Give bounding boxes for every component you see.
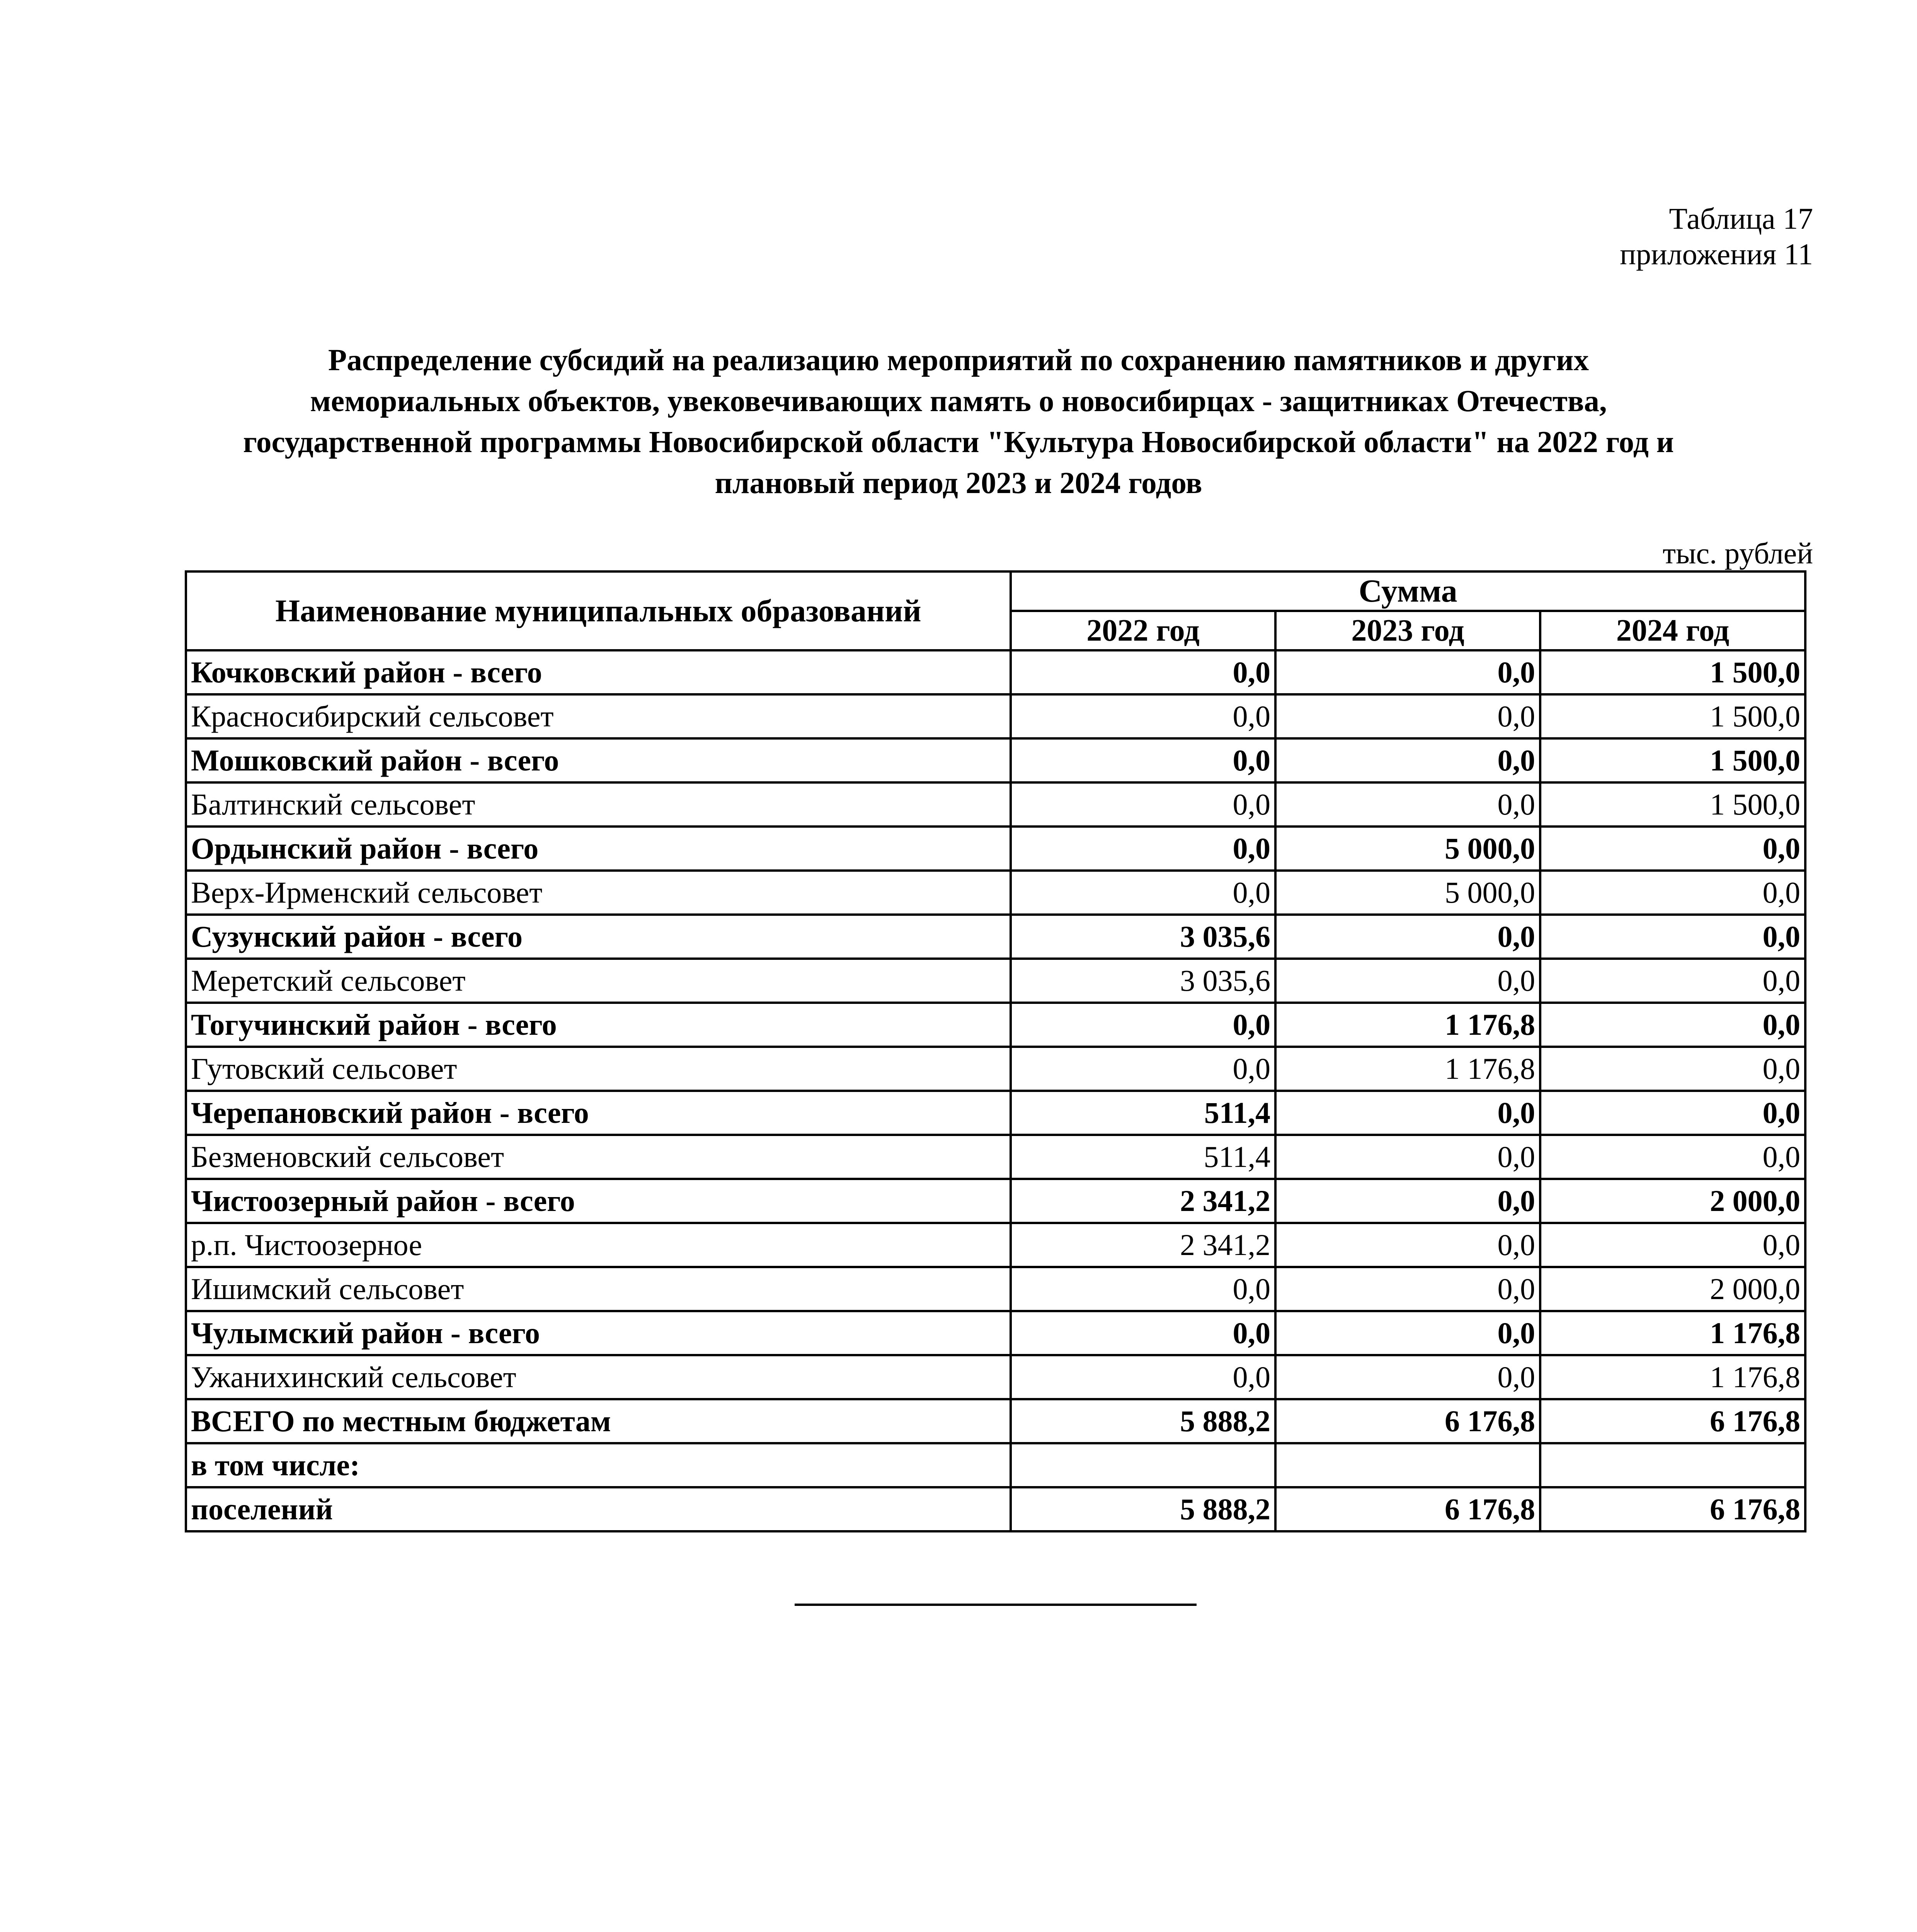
table-header [186, 571, 1805, 650]
table-row [186, 1135, 1805, 1179]
value-2022: 5 888,2 [1011, 1487, 1275, 1531]
value-2023: 1 176,8 [1275, 1047, 1540, 1091]
column-header-2022: 2022 год [1011, 611, 1275, 650]
row-name: в том числе: [186, 1443, 1011, 1487]
value-2023: 0,0 [1275, 650, 1540, 694]
table-row [186, 694, 1805, 738]
end-divider [795, 1604, 1197, 1606]
table-body [186, 650, 1805, 1531]
title-line-2: мемориальных объектов, увековечивающих память о новосибирцах - защитниках Отечества, [310, 384, 1607, 418]
row-name: Кочковский район - всего [186, 650, 1011, 694]
value-2023: 0,0 [1275, 915, 1540, 959]
row-name: р.п. Чистоозерное [186, 1223, 1011, 1267]
value-2023: 6 176,8 [1275, 1487, 1540, 1531]
value-2022: 0,0 [1011, 1355, 1275, 1399]
value-2023: 0,0 [1275, 1311, 1540, 1355]
value-2024: 0,0 [1540, 827, 1805, 871]
value-2022: 0,0 [1011, 1003, 1275, 1047]
table-row [186, 959, 1805, 1003]
row-name: Ужанихинский сельсовет [186, 1355, 1011, 1399]
value-2024: 1 176,8 [1540, 1311, 1805, 1355]
subsidies-table [185, 570, 1806, 1532]
row-name: Чистоозерный район - всего [186, 1179, 1011, 1223]
value-2024: 0,0 [1540, 1047, 1805, 1091]
value-2024: 1 500,0 [1540, 694, 1805, 738]
row-name: ВСЕГО по местным бюджетам [186, 1399, 1011, 1443]
column-header-2023: 2023 год [1275, 611, 1540, 650]
value-2024: 1 500,0 [1540, 650, 1805, 694]
row-name: Балтинский сельсовет [186, 782, 1011, 827]
row-name: Сузунский район - всего [186, 915, 1011, 959]
table-row [186, 871, 1805, 915]
table-row [186, 1091, 1805, 1135]
value-2024: 1 500,0 [1540, 738, 1805, 782]
table-row [186, 738, 1805, 782]
value-2022: 0,0 [1011, 871, 1275, 915]
row-name: Гутовский сельсовет [186, 1047, 1011, 1091]
value-2023: 0,0 [1275, 738, 1540, 782]
table-row [186, 1179, 1805, 1223]
value-2023: 0,0 [1275, 959, 1540, 1003]
value-2024: 0,0 [1540, 1223, 1805, 1267]
row-name: Мошковский район - всего [186, 738, 1011, 782]
column-header-name: Наименование муниципальных образований [186, 571, 1011, 650]
value-2023: 0,0 [1275, 1091, 1540, 1135]
row-name: Верх-Ирменский сельсовет [186, 871, 1011, 915]
value-2022: 0,0 [1011, 782, 1275, 827]
row-name: Безменовский сельсовет [186, 1135, 1011, 1179]
value-2023: 0,0 [1275, 694, 1540, 738]
value-2022: 0,0 [1011, 1267, 1275, 1311]
row-name: Меретский сельсовет [186, 959, 1011, 1003]
table-row [186, 650, 1805, 694]
value-2024: 1 500,0 [1540, 782, 1805, 827]
value-2022: 5 888,2 [1011, 1399, 1275, 1443]
value-2024: 0,0 [1540, 1135, 1805, 1179]
value-2024: 2 000,0 [1540, 1267, 1805, 1311]
row-name: Красносибирский сельсовет [186, 694, 1011, 738]
value-2022: 511,4 [1011, 1091, 1275, 1135]
row-name: Черепановский район - всего [186, 1091, 1011, 1135]
title-line-1: Распределение субсидий на реализацию мероприятий по сохранению памятников и других [328, 344, 1589, 377]
value-2022: 0,0 [1011, 738, 1275, 782]
value-2023: 1 176,8 [1275, 1003, 1540, 1047]
value-2022 [1011, 1443, 1275, 1487]
title-line-4: плановый период 2023 и 2024 годов [715, 466, 1202, 500]
table-row [186, 1355, 1805, 1399]
row-name: поселений [186, 1487, 1011, 1531]
value-2024: 1 176,8 [1540, 1355, 1805, 1399]
document-header [1620, 201, 1813, 272]
value-2022: 0,0 [1011, 1047, 1275, 1091]
value-2022: 511,4 [1011, 1135, 1275, 1179]
value-2023: 5 000,0 [1275, 871, 1540, 915]
value-2022: 0,0 [1011, 827, 1275, 871]
table-row [186, 782, 1805, 827]
value-2022: 0,0 [1011, 650, 1275, 694]
table-row-total [186, 1399, 1805, 1443]
value-2022: 0,0 [1011, 694, 1275, 738]
value-2022: 0,0 [1011, 1311, 1275, 1355]
value-2022: 3 035,6 [1011, 959, 1275, 1003]
value-2023: 0,0 [1275, 1223, 1540, 1267]
table-row [186, 1047, 1805, 1091]
value-2023: 0,0 [1275, 1355, 1540, 1399]
row-name: Ишимский сельсовет [186, 1267, 1011, 1311]
column-header-sum: Сумма [1011, 571, 1805, 611]
table-row [186, 915, 1805, 959]
document-title [170, 340, 1747, 504]
column-header-2024: 2024 год [1540, 611, 1805, 650]
row-name: Ордынский район - всего [186, 827, 1011, 871]
value-2022: 2 341,2 [1011, 1179, 1275, 1223]
table-header-row [186, 571, 1805, 611]
value-2022: 2 341,2 [1011, 1223, 1275, 1267]
value-2024: 0,0 [1540, 915, 1805, 959]
appendix-label: приложения 11 [1620, 237, 1813, 271]
value-2024: 0,0 [1540, 1003, 1805, 1047]
table-row [186, 827, 1805, 871]
value-2024: 0,0 [1540, 959, 1805, 1003]
value-2024: 2 000,0 [1540, 1179, 1805, 1223]
table-row [186, 1311, 1805, 1355]
table-row-settlements [186, 1487, 1805, 1531]
value-2023: 0,0 [1275, 1267, 1540, 1311]
table-row [186, 1223, 1805, 1267]
value-2023: 5 000,0 [1275, 827, 1540, 871]
units-label: тыс. рублей [1662, 536, 1813, 570]
value-2023: 0,0 [1275, 1135, 1540, 1179]
value-2024: 0,0 [1540, 871, 1805, 915]
value-2023: 6 176,8 [1275, 1399, 1540, 1443]
table-row [186, 1003, 1805, 1047]
value-2023: 0,0 [1275, 1179, 1540, 1223]
value-2024: 6 176,8 [1540, 1487, 1805, 1531]
title-line-3: государственной программы Новосибирской области "Культура Новосибирской области" на 2022 год и [243, 425, 1674, 459]
value-2024: 0,0 [1540, 1091, 1805, 1135]
table-row [186, 1267, 1805, 1311]
row-name: Тогучинский район - всего [186, 1003, 1011, 1047]
value-2024 [1540, 1443, 1805, 1487]
value-2023 [1275, 1443, 1540, 1487]
table-number-label: Таблица 17 [1669, 202, 1813, 235]
value-2024: 6 176,8 [1540, 1399, 1805, 1443]
table-row-including [186, 1443, 1805, 1487]
value-2022: 3 035,6 [1011, 915, 1275, 959]
row-name: Чулымский район - всего [186, 1311, 1011, 1355]
value-2023: 0,0 [1275, 782, 1540, 827]
